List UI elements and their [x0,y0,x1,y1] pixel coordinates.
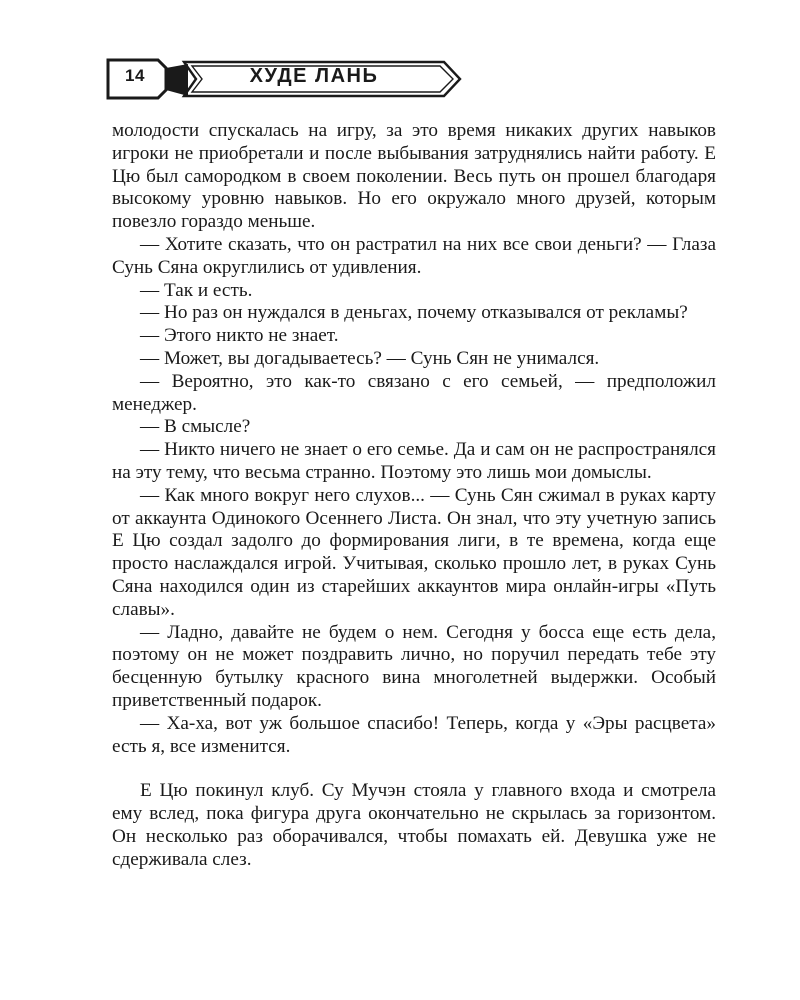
paragraph: — Хотите сказать, что он растратил на них все свои деньги? — Глаза Сунь Сяна округлились от удивления. [112,233,716,278]
paragraph: — Ладно, давайте не будем о нем. Сегодня у босса еще есть дела, поэтому он не может поздравить лично, но поручил передать тебе эту бесценную бутылку красного вина многолетней выдержки. Особый приветственный подарок. [112,621,716,711]
paragraph: — В смысле? [140,416,251,438]
section-break [112,758,716,780]
paragraph: — Как много вокруг него слухов... — Сунь Сян сжимал в руках карту от аккаунта Одинокого Осеннего Листа. Он знал, что эту учетную запись Е Цю создал задолго до формирования лиги, в те времена, когда еще просто наслаждался игрой. Учитывая, сколько прошло лет, в руках Сунь Сяна находился один из старейших аккаунтов мира онлайн-игры «Путь славы». [112,484,716,620]
paragraph: — Так и есть. [140,279,253,301]
paragraph: — Может, вы догадываетесь? — Сунь Сян не унимался. [140,347,600,369]
paragraph: Е Цю покинул клуб. Су Мучэн стояла у главного входа и смотрела ему вслед, пока фигура друга окончательно не скрылась за горизонтом. Он несколько раз оборачивался, чтобы помахать ей. Девушка уже не сдерживала слез. [112,780,716,870]
paragraph: — Этого никто не знает. [140,325,339,347]
body-text [112,120,716,872]
running-header [104,56,464,102]
paragraph: — Вероятно, это как-то связано с его семьей, — предположил менеджер. [112,370,716,415]
paragraph: — Но раз он нуждался в деньгах, почему отказывался от рекламы? [140,302,688,324]
running-title: ХУДЕ ЛАНЬ [249,65,379,87]
paragraph: молодости спускалась на игру, за это время никаких других навыков игроки не приобретали и после выбывания затруднялись найти работу. Е Цю был самородком в своем поколении. Весь путь он прошел благодаря высокому уровню навыков. Но его окружало много друзей, которым повезло гораздо меньше. [112,120,716,233]
paragraph: — Никто ничего не знает о его семье. Да и сам он не распространялся на эту тему, что весьма странно. Поэтому это лишь мои домыслы. [112,439,716,483]
paragraph: — Ха-ха, вот уж большое спасибо! Теперь, когда у «Эры расцвета» есть я, все изменится. [112,712,716,757]
page-number: 14 [125,66,145,85]
